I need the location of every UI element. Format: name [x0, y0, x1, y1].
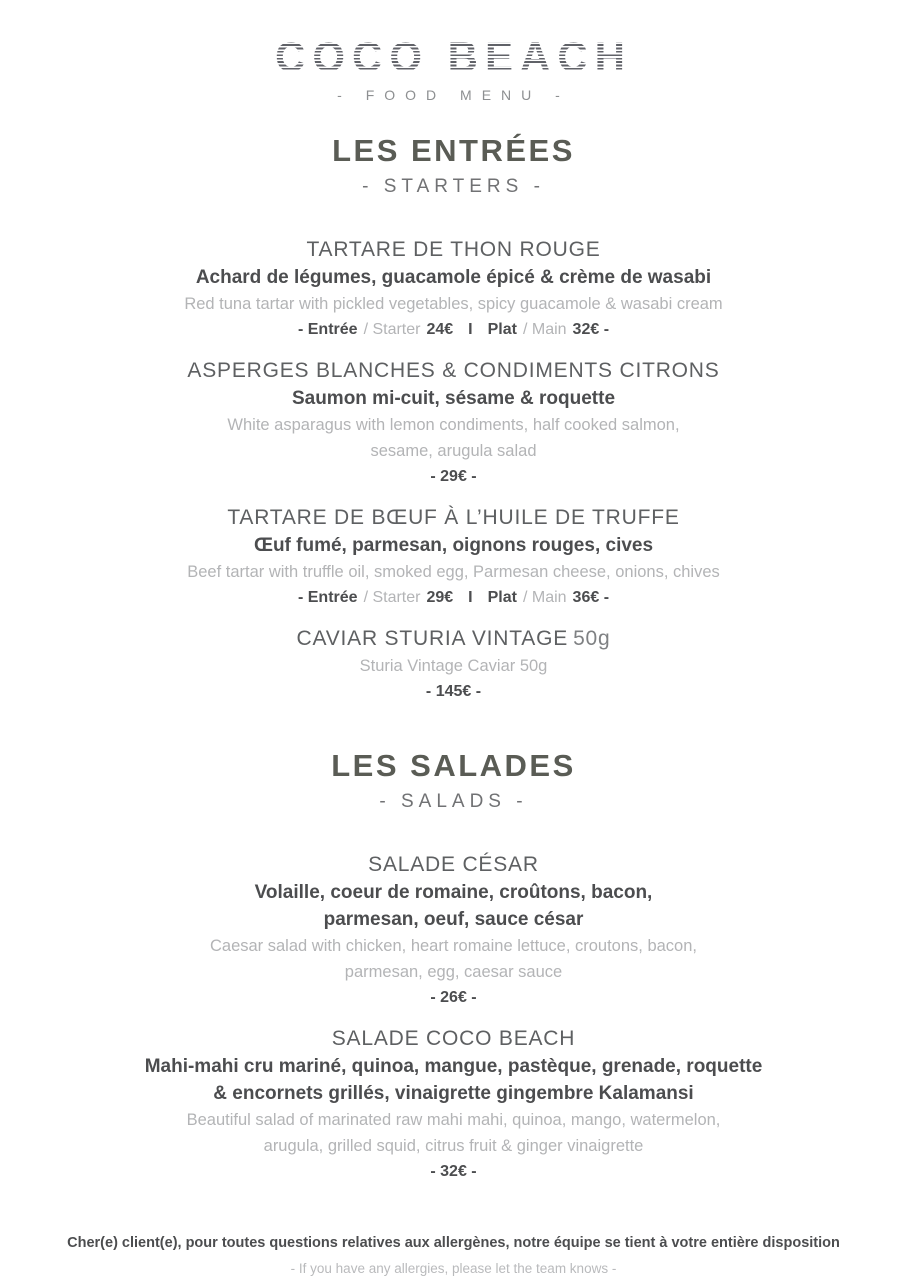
menu-header — [44, 0, 864, 103]
section-title-starters: LES ENTRÉES — [332, 133, 575, 169]
price-line: - 145€ - — [425, 683, 482, 701]
price-plat-label: Plat — [487, 321, 517, 339]
dish-desc-en: Beautiful salad of marinated raw mahi mahi, quinoa, mango, watermelon, — [186, 1111, 721, 1130]
dish-desc-en: Caesar salad with chicken, heart romaine lettuce, croutons, bacon, — [209, 937, 697, 956]
dish-asperges — [44, 357, 864, 489]
price-entree-label: - Entrée — [297, 589, 358, 607]
section-salads — [44, 748, 864, 1184]
dish-name: TARTARE DE THON ROUGE — [306, 238, 601, 262]
price-starter-label: / Starter — [363, 589, 421, 607]
price-separator: I — [468, 589, 473, 607]
dish-desc-en: parmesan, egg, caesar sauce — [344, 963, 563, 982]
dish-desc-fr: Saumon mi-cuit, sésame & roquette — [291, 388, 616, 410]
dish-name — [44, 625, 864, 653]
dish-name: SALADE CÉSAR — [368, 853, 539, 877]
dish-desc-fr: Achard de légumes, guacamole épicé & crème de wasabi — [195, 267, 712, 289]
price-line — [44, 318, 864, 342]
price-main-value: 36€ - — [572, 589, 610, 607]
dish-name: ASPERGES BLANCHES & CONDIMENTS CITRONS — [187, 359, 720, 383]
brand-logo: COCO BEACH — [274, 33, 632, 80]
dish-tartare-thon — [44, 236, 864, 342]
section-subtitle-salads: - SALADS - — [379, 791, 528, 813]
dish-desc-fr: Mahi-mahi cru mariné, quinoa, mangue, pastèque, grenade, roquette — [144, 1056, 763, 1078]
price-plat-label: Plat — [487, 589, 517, 607]
section-starters — [44, 133, 864, 704]
dish-caviar — [44, 625, 864, 704]
allergy-notice — [44, 1232, 864, 1279]
price-line: - 29€ - — [430, 468, 477, 486]
price-line: - 32€ - — [430, 1163, 477, 1181]
section-items-salads — [44, 851, 864, 1184]
dish-desc-en: sesame, arugula salad — [370, 442, 537, 461]
allergy-notice-en: - If you have any allergies, please let the team knows - — [290, 1261, 617, 1277]
dish-desc-en: Red tuna tartar with pickled vegetables, spicy guacamole & wasabi cream — [184, 295, 723, 314]
dish-name: SALADE COCO BEACH — [331, 1027, 576, 1051]
dish-desc-en: Sturia Vintage Caviar 50g — [359, 657, 548, 676]
section-title-salads: LES SALADES — [331, 748, 576, 784]
dish-desc-en: Beef tartar with truffle oil, smoked egg, Parmesan cheese, onions, chives — [187, 563, 720, 582]
price-main-label: / Main — [522, 321, 567, 339]
price-starter-label: / Starter — [363, 321, 421, 339]
brand-subtitle: - FOOD MENU - — [337, 87, 570, 104]
price-entree-label: - Entrée — [297, 321, 358, 339]
allergy-notice-fr: Cher(e) client(e), pour toutes questions relatives aux allergènes, notre équipe se tient à votre entière disposition — [67, 1235, 840, 1252]
section-subtitle-starters: - STARTERS - — [362, 176, 545, 198]
price-main-value: 32€ - — [572, 321, 610, 339]
price-line — [44, 586, 864, 610]
dish-name-weight: 50g — [573, 627, 611, 651]
section-items-starters — [44, 236, 864, 704]
dish-name-text: CAVIAR STURIA VINTAGE — [296, 627, 569, 651]
price-main-label: / Main — [522, 589, 567, 607]
price-line: - 26€ - — [430, 989, 477, 1007]
dish-desc-fr: & encornets grillés, vinaigrette gingembre Kalamansi — [213, 1083, 694, 1105]
menu-page — [44, 0, 864, 1279]
dish-desc-en: arugula, grilled squid, citrus fruit & ginger vinaigrette — [263, 1137, 644, 1156]
dish-desc-en: White asparagus with lemon condiments, half cooked salmon, — [227, 416, 680, 435]
dish-name: TARTARE DE BŒUF À L’HUILE DE TRUFFE — [227, 506, 680, 530]
dish-desc-fr: Œuf fumé, parmesan, oignons rouges, cives — [253, 535, 654, 557]
price-starter-value: 29€ — [426, 589, 454, 607]
dish-salade-cesar — [44, 851, 864, 1010]
price-separator: I — [468, 321, 473, 339]
dish-desc-fr: Volaille, coeur de romaine, croûtons, bacon, — [254, 882, 653, 904]
dish-tartare-boeuf — [44, 504, 864, 610]
dish-salade-coco-beach — [44, 1025, 864, 1184]
dish-desc-fr: parmesan, oeuf, sauce césar — [323, 909, 584, 931]
price-starter-value: 24€ — [426, 321, 454, 339]
